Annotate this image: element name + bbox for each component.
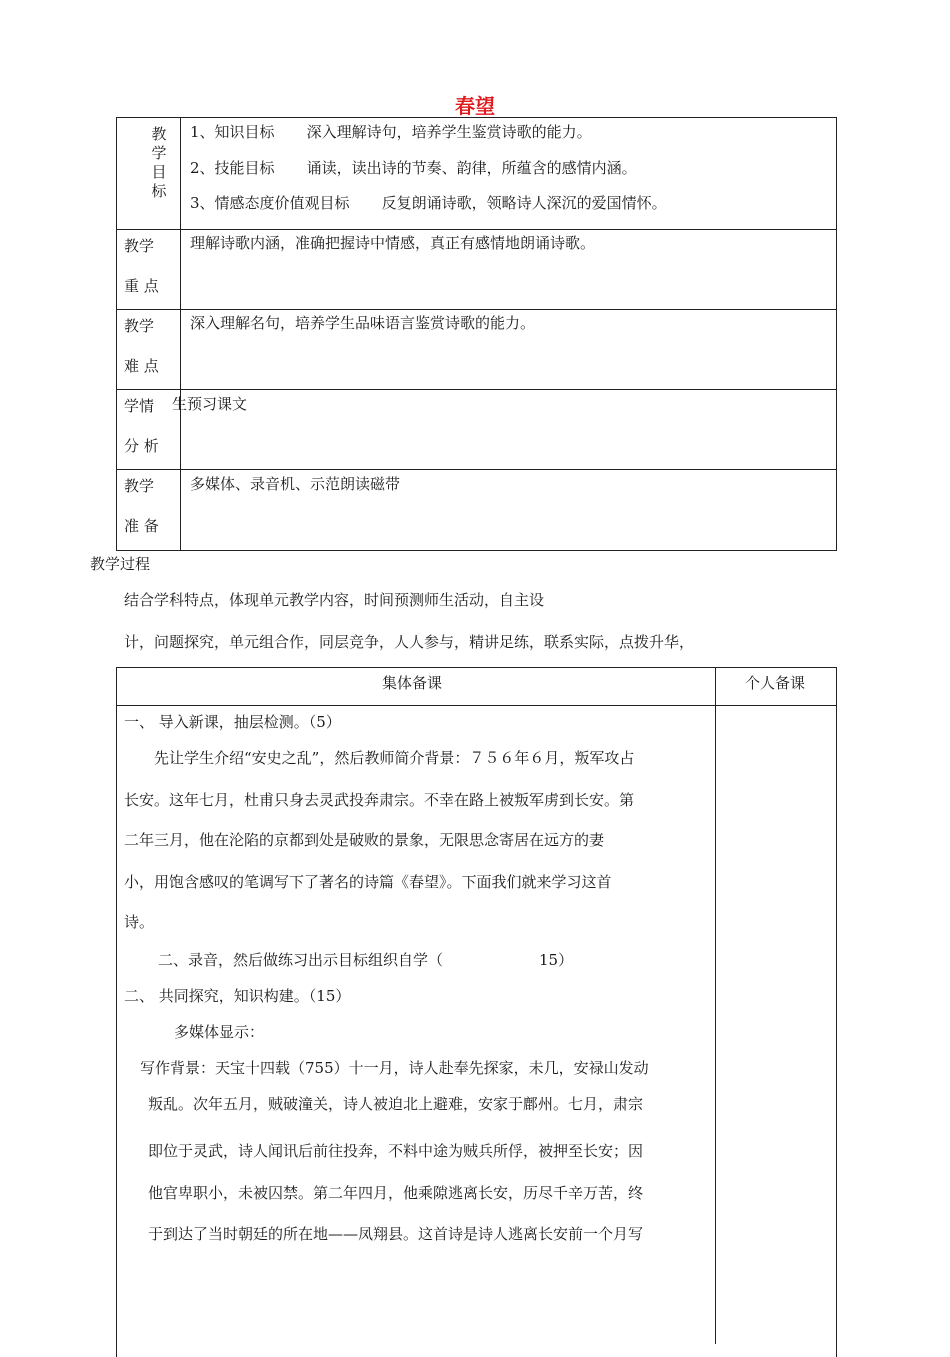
header-divider xyxy=(116,705,837,706)
row-divider xyxy=(116,469,837,470)
intro-line: 小，用饱含感叹的笔调写下了著名的诗篇《春望》。下面我们就来学习这首 xyxy=(124,873,612,891)
row-divider xyxy=(116,389,837,390)
intro-line: 诗。 xyxy=(124,913,155,931)
section-2-heading xyxy=(158,950,573,970)
process-table xyxy=(116,667,837,1357)
objective-text: 反复朗诵诗歌，领略诗人深沉的爱国情怀。 xyxy=(381,194,667,212)
analysis-label-top: 学情 xyxy=(124,397,155,415)
objective-2 xyxy=(190,158,637,178)
preparation-label-top: 教学 xyxy=(124,477,155,495)
objective-text: 诵读，读出诗的节奏、韵律，所蕴含的感情内涵。 xyxy=(306,159,637,177)
intro-line: 长安。这年七月，杜甫只身去灵武投奔肃宗。不幸在路上被叛军虏到长安。第 xyxy=(124,791,635,809)
label-column-divider xyxy=(180,117,181,551)
personal-column-divider xyxy=(715,667,716,1344)
process-line-2: 计，问题探究，单元组合作，同层竞争，人人参与，精讲足练，联系实际，点拨升华， xyxy=(124,633,695,651)
preparation-text: 多媒体、录音机、示范朗读磁带 xyxy=(190,475,401,493)
background-line: 于到达了当时朝廷的所在地——凤翔县。这首诗是诗人逃离长安前一个月写 xyxy=(148,1225,644,1243)
objective-text: 深入理解诗句，培养学生鉴赏诗歌的能力。 xyxy=(306,123,592,141)
process-label: 教学过程 xyxy=(90,555,151,573)
background-line: 他官卑职小，未被囚禁。第二年四月，他乘隙逃离长安，历尽千辛万苦，终 xyxy=(148,1184,644,1202)
objective-name: 观目标 xyxy=(304,194,350,212)
section-2-time: 15） xyxy=(539,951,574,969)
key-point-text: 理解诗歌内涵，准确把握诗中情感，真正有感情地朗诵诗歌。 xyxy=(190,234,596,252)
objective-name: 目标 xyxy=(244,123,275,141)
objective-name: 目标 xyxy=(244,159,275,177)
page-title: 春望 xyxy=(455,94,495,118)
intro-line: 二年三月，他在沦陷的京都到处是破败的景象，无限思念寄居在远方的妻 xyxy=(124,831,605,849)
difficulty-label-bottom: 难 点 xyxy=(124,357,159,375)
analysis-text: 生预习课文 xyxy=(172,395,248,413)
objective-1 xyxy=(190,122,592,142)
objectives-label: 教学目标 xyxy=(151,125,167,200)
collective-header: 集体备课 xyxy=(382,674,443,692)
row-divider xyxy=(116,229,837,230)
section-2-text: 二、录音，然后做练习出示目标组织自学（ xyxy=(158,951,444,969)
key-point-label-top: 教学 xyxy=(124,237,155,255)
objective-3 xyxy=(190,193,667,213)
section-3-heading: 二、 共同探究，知识构建。（15） xyxy=(124,987,351,1005)
analysis-label-bottom: 分 析 xyxy=(124,437,159,455)
background-line: 写作背景：天宝十四载（755）十一月，诗人赴奉先探家，未几，安禄山发动 xyxy=(140,1059,649,1077)
row-divider xyxy=(116,309,837,310)
objective-num: 1、知识 xyxy=(190,123,245,141)
preparation-label-bottom: 准 备 xyxy=(124,517,159,535)
process-line-1: 结合学科特点，体现单元教学内容，时间预测师生活动，自主设 xyxy=(124,591,545,609)
section-1-heading: 一、 导入新课，抽层检测。（5） xyxy=(124,713,341,731)
personal-header: 个人备课 xyxy=(745,674,806,692)
objective-num: 3、情感态度价值 xyxy=(190,194,305,212)
background-line: 即位于灵武，诗人闻讯后前往投奔，不料中途为贼兵所俘，被押至长安；因 xyxy=(148,1142,644,1160)
media-note: 多媒体显示： xyxy=(174,1023,265,1041)
difficulty-text: 深入理解名句，培养学生品味语言鉴赏诗歌的能力。 xyxy=(190,314,536,332)
intro-line: 先让学生介绍“安史之乱”，然后教师简介背景：７５６年６月，叛军攻占 xyxy=(154,749,635,767)
objective-num: 2、技能 xyxy=(190,159,245,177)
key-point-label-bottom: 重 点 xyxy=(124,277,159,295)
background-line: 叛乱。次年五月，贼破潼关，诗人被迫北上避难，安家于鄜州。七月，肃宗 xyxy=(148,1095,644,1113)
difficulty-label-top: 教学 xyxy=(124,317,155,335)
